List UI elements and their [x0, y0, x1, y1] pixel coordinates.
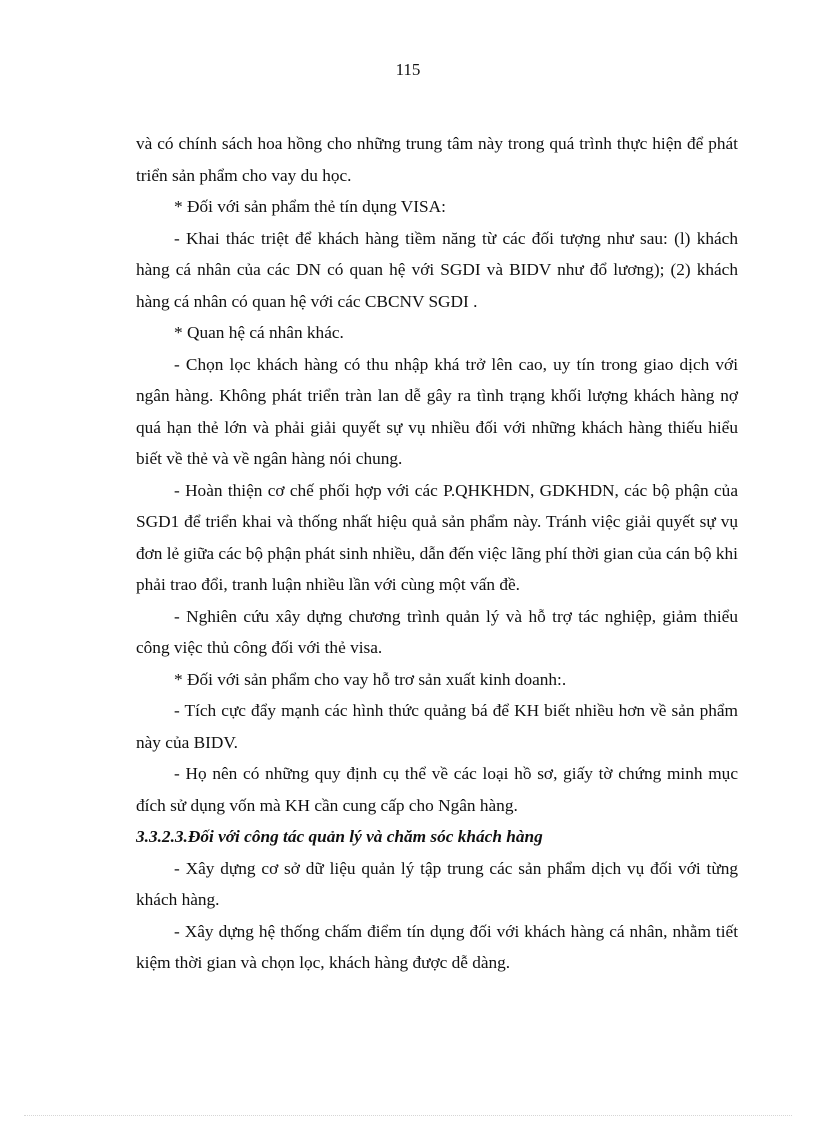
paragraph-select-customers: - Chọn lọc khách hàng có thu nhập khá trở lên cao, uy tín trong giao dịch với ngân hàng. Không phát triển tràn lan dễ gây ra tình trạng khối lượng khách hàng nợ quá hạn thẻ lớn và phải giải quyết sự vụ nhiều đối với những khách hàng thiếu hiểu biết về thẻ và về ngân hàng nói chung.: [136, 354, 738, 468]
paragraph-document-rules: - Họ nên có những quy định cụ thể về các loại hồ sơ, giấy tờ chứng minh mục đích sử dụng vốn mà KH cần cung cấp cho Ngân hàng.: [136, 764, 738, 815]
paragraph-continuation: và có chính sách hoa hồng cho những trung tâm này trong quá trình thực hiện để phát triển sản phẩm cho vay du học.: [136, 134, 738, 185]
page-number: 115: [395, 60, 421, 79]
paragraph-visa-heading: * Đối với sản phẩm thẻ tín dụng VISA:: [174, 197, 446, 216]
document-body: [136, 128, 738, 979]
paragraph-business-loan-heading: * Đối với sản phẩm cho vay hỗ trơ sản xuất kinh doanh:.: [174, 669, 567, 689]
paragraph-personal-relations: * Quan hệ cá nhân khác.: [174, 323, 344, 342]
paragraph-software-research: - Nghiên cứu xây dựng chương trình quản lý và hỗ trợ tác nghiệp, giảm thiểu công việc thủ công đối với thẻ visa.: [136, 606, 738, 657]
paragraph-database: - Xây dựng cơ sở dữ liệu quản lý tập trung các sản phẩm dịch vụ đối với từng khách hàng.: [136, 858, 738, 909]
bottom-divider: [24, 1115, 792, 1116]
paragraph-coordination: - Hoàn thiện cơ chế phối hợp với các P.QHKHDN, GDKHDN, các bộ phận của SGD1 để triển khai và thống nhất hiệu quả sản phẩm này. Tránh việc giải quyết sự vụ đơn lẻ giữa các bộ phận phát sinh nhiều, dẫn đến việc lãng phí thời gian của cán bộ khi phải trao đổi, tranh luận nhiều lần với cùng một vấn đề.: [136, 480, 738, 594]
paragraph-promotion: - Tích cực đẩy mạnh các hình thức quảng bá để KH biết nhiều hơn về sản phẩm này của BIDV.: [136, 701, 738, 752]
paragraph-visa-customers: - Khai thác triệt để khách hàng tiềm năng từ các đối tượng như sau: (l) khách hàng cá nhân của các DN có quan hệ với SGDI và BIDV như đổ lương); (2) khách hàng cá nhân có quan hệ với các CBCNV SGDI .: [136, 228, 738, 311]
paragraph-credit-scoring: - Xây dựng hệ thống chấm điểm tín dụng đối với khách hàng cá nhân, nhằm tiết kiệm thời gian và chọn lọc, khách hàng được dễ dàng.: [136, 921, 738, 972]
section-heading: 3.3.2.3.Đối với công tác quản lý và chăm sóc khách hàng: [136, 827, 543, 846]
